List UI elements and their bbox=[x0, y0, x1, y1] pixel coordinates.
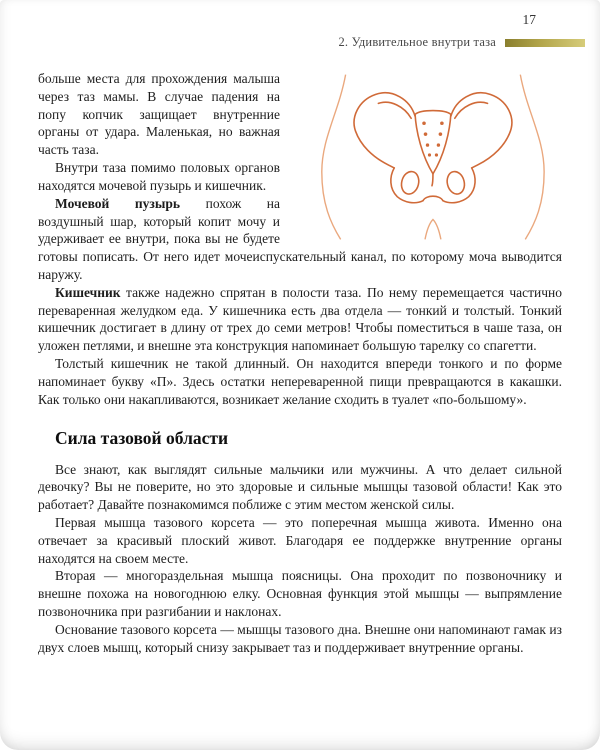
chapter-header bbox=[338, 35, 585, 50]
paragraph-bladder-text: похож на воздушный шар, который копит мочу и удерживает ее внутри, пока вы не будете готовы пописать. От него идет мочеиспускательный канал, по которому моча выводится наружу. bbox=[38, 195, 562, 282]
chapter-accent-bar bbox=[505, 39, 585, 47]
term-bladder: Мочевой пузырь bbox=[55, 195, 181, 211]
body-outline bbox=[322, 75, 544, 240]
paragraph-pelvic-floor: Основание тазового корсета — мышцы тазового дна. Внешне они напоминают гамак из двух слоев мышц, который снизу закрывает таз и поддерживает внутренние органы. bbox=[38, 621, 562, 655]
paragraph-tailbone: больше места для прохождения малыша через таз мамы. В случае падения на попу копчик защищает внутренние органы от удара. Маленькая, но важная часть таза. bbox=[38, 71, 280, 158]
page-content bbox=[38, 70, 562, 656]
paragraph-intestine-text: также надежно спрятан в полости таза. По нему перемещается частично переваренная желудком еда. У кишечника есть два отдела — тонкий и толстый. Тонкий кишечник достигает в длину от трех до семи метров! Чтобы поместиться в чаше таза, он уложен петлями, и внешне эта конструкция напоминает большую тарелку со спагетти. bbox=[38, 284, 562, 354]
paragraph-muscle-first: Первая мышца тазового корсета — это поперечная мышца живота. Именно она отвечает за красивый плоский живот. Благодаря ее поддержке внутренние органы находятся на своем месте. bbox=[38, 514, 562, 566]
page-number: 17 bbox=[522, 12, 536, 27]
chapter-title: 2. Удивительное внутри таза bbox=[338, 35, 496, 49]
pelvis-bones bbox=[354, 93, 512, 203]
sacral-foramina-dots bbox=[422, 121, 443, 156]
paragraph-large-intestine: Толстый кишечник не такой длинный. Он находится впереди тонкого и по форме напоминает букву «П». Здесь остатки непереваренной пищи превращаются в какашки. Как только они накапливаются, возникает желание сходить в туалет «по-большому». bbox=[38, 356, 562, 407]
paragraph-strength-intro: Все знают, как выглядят сильные мальчики или мужчины. А что делает сильной девочку? Вы не поверите, но это здоровые и сильные мышцы тазовой области! Как это работает? Давайте познакомимся поближе с этим местом женской силы. bbox=[38, 461, 562, 513]
paragraph-muscle-second: Вторая — многораздельная мышца поясницы. Она проходит по позвоночнику и внешне похожа на новогоднюю елку. Основная функция этой мышцы — выпрямление позвоночника при разгибании и наклонах. bbox=[38, 568, 562, 620]
paragraph-intestine bbox=[38, 284, 562, 355]
section-heading: Сила тазовой области bbox=[55, 428, 229, 449]
pelvis-illustration bbox=[294, 72, 562, 240]
paragraph-organs-intro: Внутри таза помимо половых органов находятся мочевой пузырь и кишечник. bbox=[38, 160, 280, 193]
term-intestine: Кишечник bbox=[55, 284, 121, 300]
